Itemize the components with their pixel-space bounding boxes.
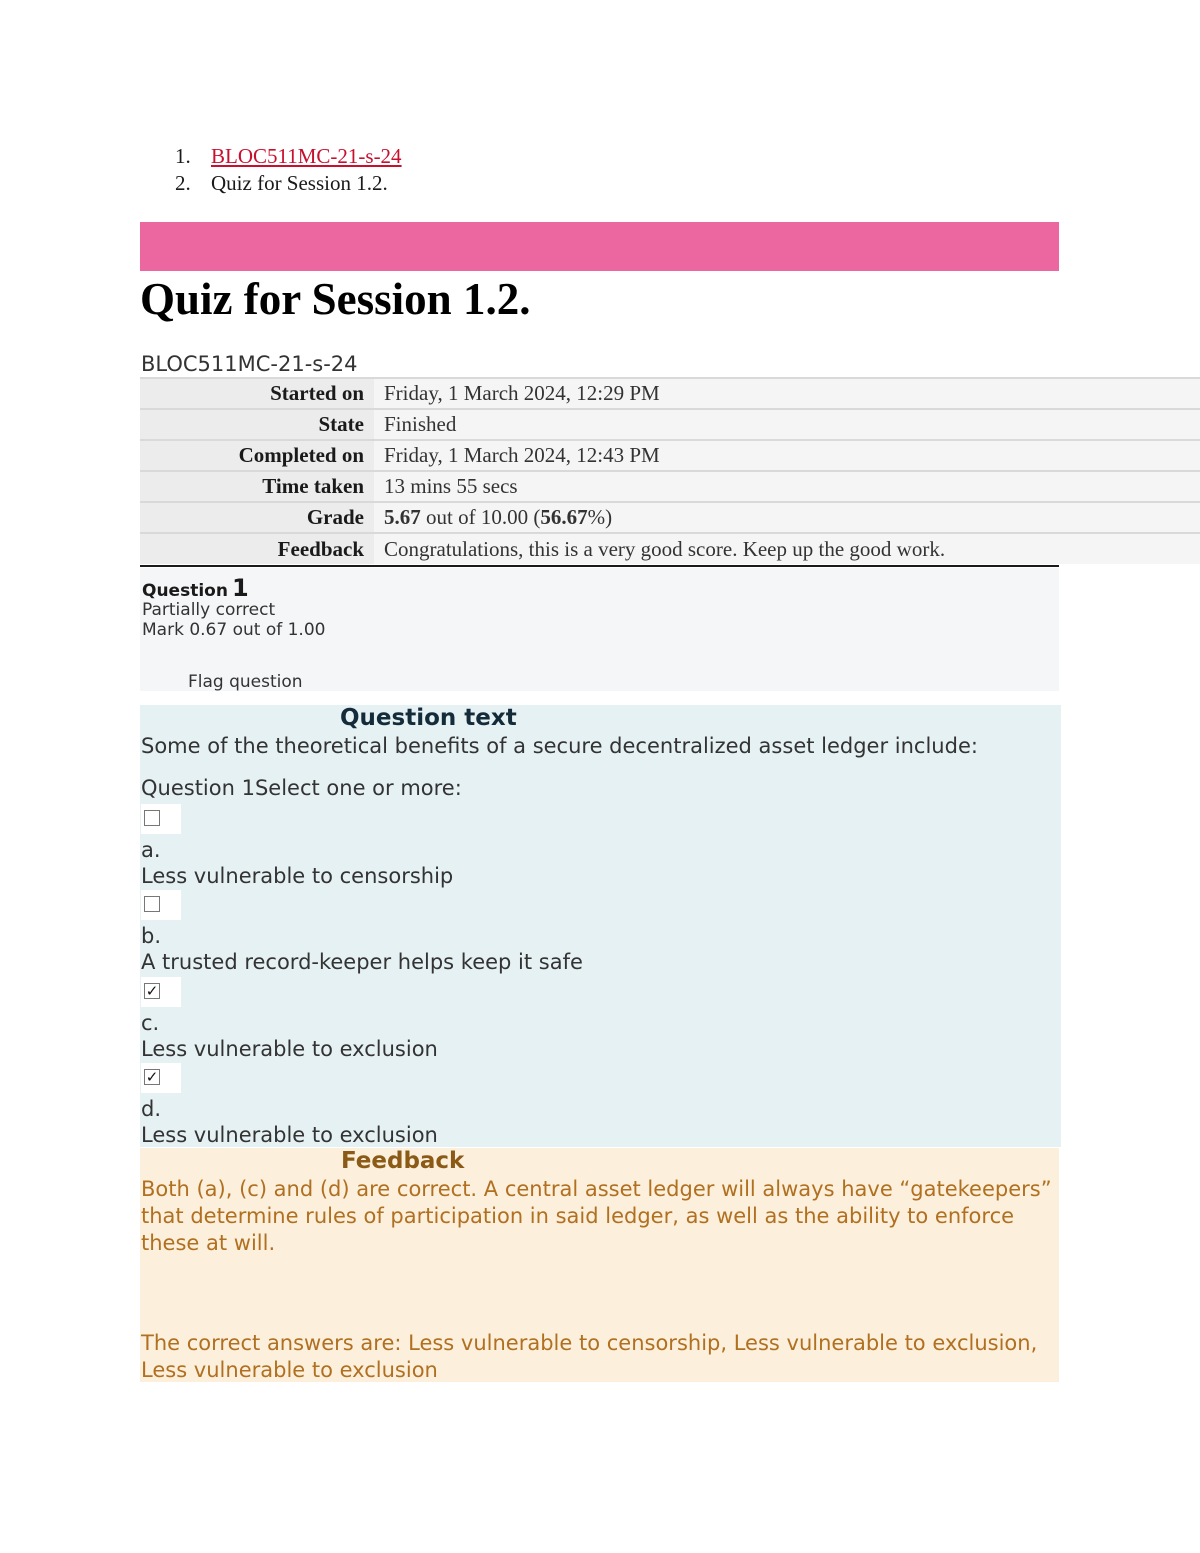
summary-label: Feedback — [140, 533, 374, 564]
question-prompt: Some of the theoretical benefits of a secure decentralized asset ledger include: — [141, 734, 978, 758]
summary-label: Started on — [140, 378, 374, 409]
summary-value: Friday, 1 March 2024, 12:43 PM — [374, 440, 1200, 471]
general-feedback: Both (a), (c) and (d) are correct. A central asset ledger will always have “gatekeepers” that determine rules of participation in said ledger, as well as the ability to enforce these at will. — [141, 1177, 1052, 1255]
checkbox-container — [141, 977, 181, 1007]
option-letter: b. — [141, 924, 162, 948]
summary-row-time-taken — [140, 471, 1200, 502]
flag-question-link[interactable]: Flag question — [188, 672, 303, 692]
option-text: A trusted record-keeper helps keep it safe — [141, 950, 583, 974]
question-number-value: 1 — [231, 574, 249, 602]
breadcrumb-link-course[interactable]: BLOC511MC-21-s-24 — [211, 144, 402, 168]
breadcrumb-number: 1. — [175, 144, 191, 168]
summary-row-completed — [140, 440, 1200, 471]
option-text: Less vulnerable to exclusion — [141, 1123, 438, 1147]
checkbox-d[interactable]: ✓ — [145, 1068, 159, 1086]
course-name: BLOC511MC-21-s-24 — [141, 352, 358, 376]
answer-option-a[interactable] — [141, 804, 741, 889]
question-content-panel — [140, 705, 1061, 1147]
summary-row-started — [140, 378, 1200, 409]
question-mark: Mark 0.67 out of 1.00 — [142, 620, 326, 640]
summary-label: Grade — [140, 502, 374, 533]
checkbox-a[interactable] — [144, 810, 160, 826]
answer-option-d[interactable] — [141, 1063, 741, 1148]
question-info-panel — [140, 568, 1059, 691]
breadcrumb-current: Quiz for Session 1.2. — [211, 171, 388, 195]
summary-label: State — [140, 409, 374, 440]
checkbox-container — [141, 1063, 181, 1093]
summary-label: Time taken — [140, 471, 374, 502]
answer-option-c[interactable] — [141, 977, 741, 1062]
question-number — [142, 574, 249, 602]
option-text: Less vulnerable to censorship — [141, 864, 454, 888]
summary-label: Completed on — [140, 440, 374, 471]
summary-value: 13 mins 55 secs — [374, 471, 1200, 502]
summary-row-grade — [140, 502, 1200, 533]
right-answer: The correct answers are: Less vulnerable to censorship, Less vulnerable to exclusion, Less vulnerable to exclusion — [141, 1331, 1038, 1382]
checkbox-b[interactable] — [144, 896, 160, 912]
summary-row-feedback — [140, 533, 1200, 564]
summary-value — [374, 502, 1200, 533]
breadcrumb-item[interactable] — [175, 143, 402, 170]
question-state: Partially correct — [142, 600, 276, 620]
checkbox-container — [141, 804, 181, 834]
grade-out-of: out of 10.00 ( — [420, 505, 541, 529]
summary-value: Finished — [374, 409, 1200, 440]
divider — [140, 565, 1059, 567]
checkbox-container — [141, 890, 181, 920]
header-banner — [140, 222, 1059, 271]
attempt-summary-table — [140, 377, 1200, 564]
grade-percent: 56.67 — [540, 505, 588, 529]
option-text: Less vulnerable to exclusion — [141, 1037, 438, 1061]
option-letter: c. — [141, 1011, 160, 1035]
breadcrumb-number: 2. — [175, 171, 191, 195]
option-letter: a. — [141, 838, 161, 862]
checkbox-c[interactable]: ✓ — [145, 982, 159, 1000]
page-title: Quiz for Session 1.2. — [140, 274, 531, 324]
question-label: Question — [142, 581, 228, 601]
feedback-panel — [140, 1148, 1059, 1382]
answer-option-b[interactable] — [141, 890, 741, 975]
question-text-heading: Question text — [340, 705, 517, 731]
answer-instruction: Question 1Select one or more: — [141, 776, 462, 800]
option-letter: d. — [141, 1097, 162, 1121]
summary-value: Friday, 1 March 2024, 12:29 PM — [374, 378, 1200, 409]
breadcrumb-item — [175, 170, 402, 197]
grade-score: 5.67 — [384, 505, 421, 529]
summary-value: Congratulations, this is a very good score. Keep up the good work. — [374, 533, 1200, 564]
grade-percent-suffix: %) — [587, 505, 613, 529]
feedback-heading: Feedback — [341, 1148, 465, 1174]
breadcrumb — [175, 143, 402, 197]
summary-row-state — [140, 409, 1200, 440]
